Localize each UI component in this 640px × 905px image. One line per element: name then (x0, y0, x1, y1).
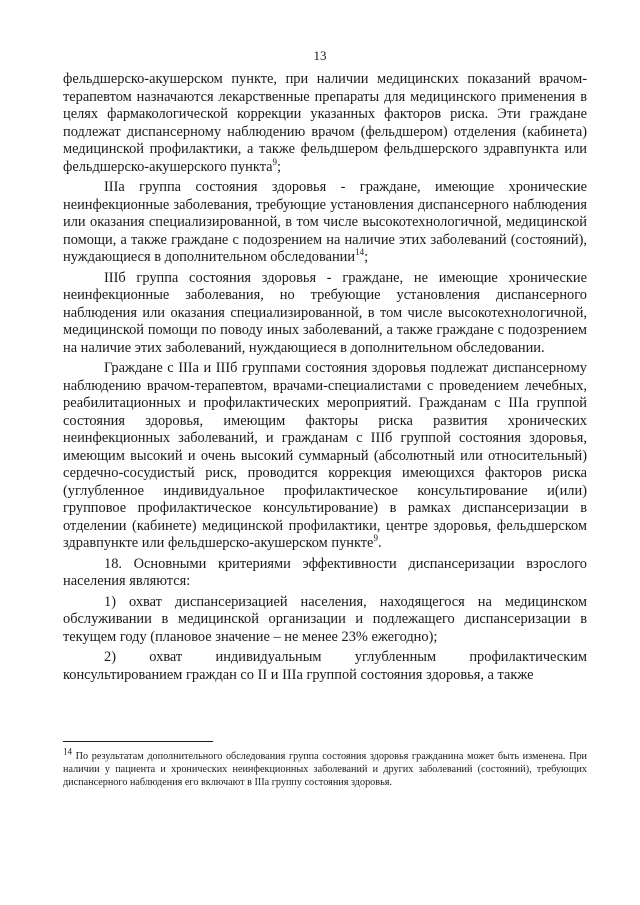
paragraph-tail: ; (364, 249, 369, 265)
paragraph-text: 18. Основными критериями эффективности диспансеризации взрослого населения являются: (63, 555, 587, 589)
footnote-divider (63, 741, 213, 742)
paragraph-tail: . (377, 535, 382, 551)
paragraph-text: фельдшерско-акушерском пункте, при наличии медицинских показаний врачом-терапевтом назначаются лекарственные препараты для медицинского применения в целях фармакологической коррекции указанных факторов риска. Эти граждане подлежат диспансерному наблюдению врачом (фельдшером) отделения (кабинета) медицинской профилактики, а также фельдшером фельдшерского здравпункта или фельдшерско-акушерского пункта (63, 71, 587, 175)
body-text (63, 71, 587, 687)
paragraph (63, 594, 587, 647)
footnote-paragraph (63, 746, 587, 789)
footnote-ref: 14 (355, 247, 365, 258)
page-number: 13 (313, 48, 327, 63)
paragraph (63, 71, 587, 176)
footnote-ref: 9 (272, 156, 278, 167)
paragraph (63, 360, 587, 553)
footnote-marker: 14 (63, 746, 72, 757)
paragraph-text: IIIа группа состояния здоровья - граждане, имеющие хронические неинфекционные заболевания, требующие установления диспансерного наблюдения или оказания специализированной, в том числе высокотехнологичной, медицинской помощи, а также граждане с подозрением на наличие этих заболеваний (состояний), нуждающиеся в дополнительном обследовании (63, 179, 587, 265)
footnote-ref: 9 (373, 533, 378, 544)
paragraph (63, 556, 587, 591)
paragraph (63, 270, 587, 358)
paragraph (63, 649, 587, 684)
paragraph-text: IIIб группа состояния здоровья - граждане, не имеющие хронические неинфекционные заболевания, но требующие установления диспансерного наблюдения или оказания специализированной, в том числе высокотехнологичной, медицинской помощи по поводу иных заболеваний, а также граждане с подозрением на наличие этих заболеваний, нуждающиеся в дополнительном обследовании. (63, 269, 587, 356)
paragraph-tail: ; (277, 158, 282, 175)
paragraph-text: Граждане с IIIа и IIIб группами состояния здоровья подлежат диспансерному наблюдению врачом-терапевтом, врачами-специалистами с проведением лечебных, реабилитационных и профилактических мероприятий. Гражданам с IIIа группой состояния здоровья, имеющим факторы риска развития хронических неинфекционных заболеваний, и гражданам с IIIб группой состояния здоровья, имеющим высокий и очень высокий суммарный (абсолютный или относительный) сердечно-сосудистый риск, проводится коррекция имеющихся факторов риска (углубленное индивидуальное профилактическое консультирование и(или) групповое профилактическое консультирование) в рамках диспансеризации в отделении (кабинете) медицинской профилактики, центре здоровья, фельдшерском здравпункте или фельдшерско-акушерском пункте (63, 360, 587, 551)
paragraph (63, 179, 587, 267)
paragraph-text: 2) охват индивидуальным углубленным профилактическим консультированием граждан со II и IIIа группой состояния здоровья, а также (63, 649, 587, 683)
footnote (63, 746, 587, 789)
paragraph-text: 1) охват диспансеризацией населения, находящегося на медицинском обслуживании в медицинской организации и подлежащего диспансеризации в текущем году (плановое значение – не менее 23% ежегодно); (63, 593, 587, 645)
footnote-text: По результатам дополнительного обследования группа состояния здоровья гражданина может быть изменена. При наличии у пациента и хронических неинфекционных заболеваний и других заболеваний (состояний), требующих диспансерного наблюдения его включают в IIIа группу состояния здоровья. (63, 751, 587, 788)
